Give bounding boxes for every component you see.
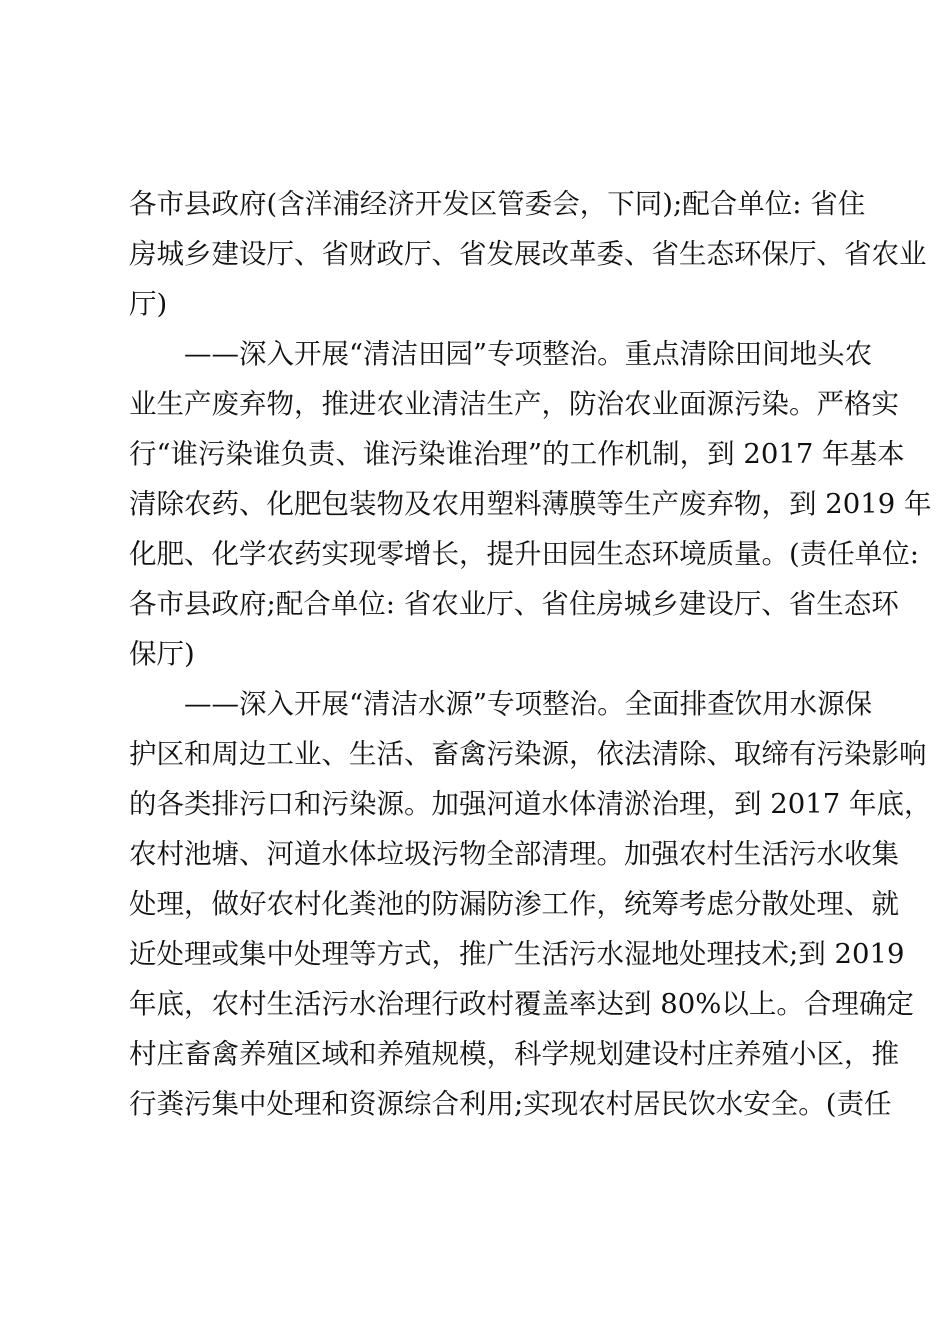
text-line: 行粪污集中处理和资源综合利用;实现农村居民饮水安全。(责任 xyxy=(129,1088,892,1120)
text-line: 化肥、化学农药实现零增长，提升田园生态环境质量。(责任单位: xyxy=(129,538,919,570)
text-line: 的各类排污口和污染源。加强河道水体清淤治理，到 2017 年底， xyxy=(129,788,932,820)
text-line: 各市县政府;配合单位: 省农业厅、省住房城乡建设厅、省生态环 xyxy=(129,588,899,620)
text-line: 行“谁污染谁负责、谁污染谁治理”的工作机制，到 2017 年基本 xyxy=(129,438,905,470)
text-line: 保厅) xyxy=(129,638,195,670)
text-line: 护区和周边工业、生活、畜禽污染源，依法清除、取缔有污染影响 xyxy=(129,738,927,770)
text-line: 房城乡建设厅、省财政厅、省发展改革委、省生态环保厅、省农业 xyxy=(129,238,927,270)
text-line: 处理，做好农村化粪池的防漏防渗工作，统筹考虑分散处理、就 xyxy=(129,888,899,920)
text-line: 业生产废弃物，推进农业清洁生产，防治农业面源污染。严格实 xyxy=(129,388,899,420)
text-line: 年底，农村生活污水治理行政村覆盖率达到 80%以上。合理确定 xyxy=(129,988,914,1020)
text-line: 近处理或集中处理等方式，推广生活污水湿地处理技术;到 2019 xyxy=(129,938,905,970)
text-line: 厅) xyxy=(129,288,168,320)
text-line: ——深入开展“清洁田园”专项整治。重点清除田间地头农 xyxy=(184,338,873,370)
text-line: 村庄畜禽养殖区域和养殖规模，科学规划建设村庄养殖小区，推 xyxy=(129,1038,899,1070)
text-line: 农村池塘、河道水体垃圾污物全部清理。加强农村生活污水收集 xyxy=(129,838,899,870)
text-line: 清除农药、化肥包装物及农用塑料薄膜等生产废弃物，到 2019 年 xyxy=(129,488,932,520)
text-line: ——深入开展“清洁水源”专项整治。全面排查饮用水源保 xyxy=(184,688,873,720)
text-line: 各市县政府(含洋浦经济开发区管委会，下同);配合单位: 省住 xyxy=(129,188,866,220)
